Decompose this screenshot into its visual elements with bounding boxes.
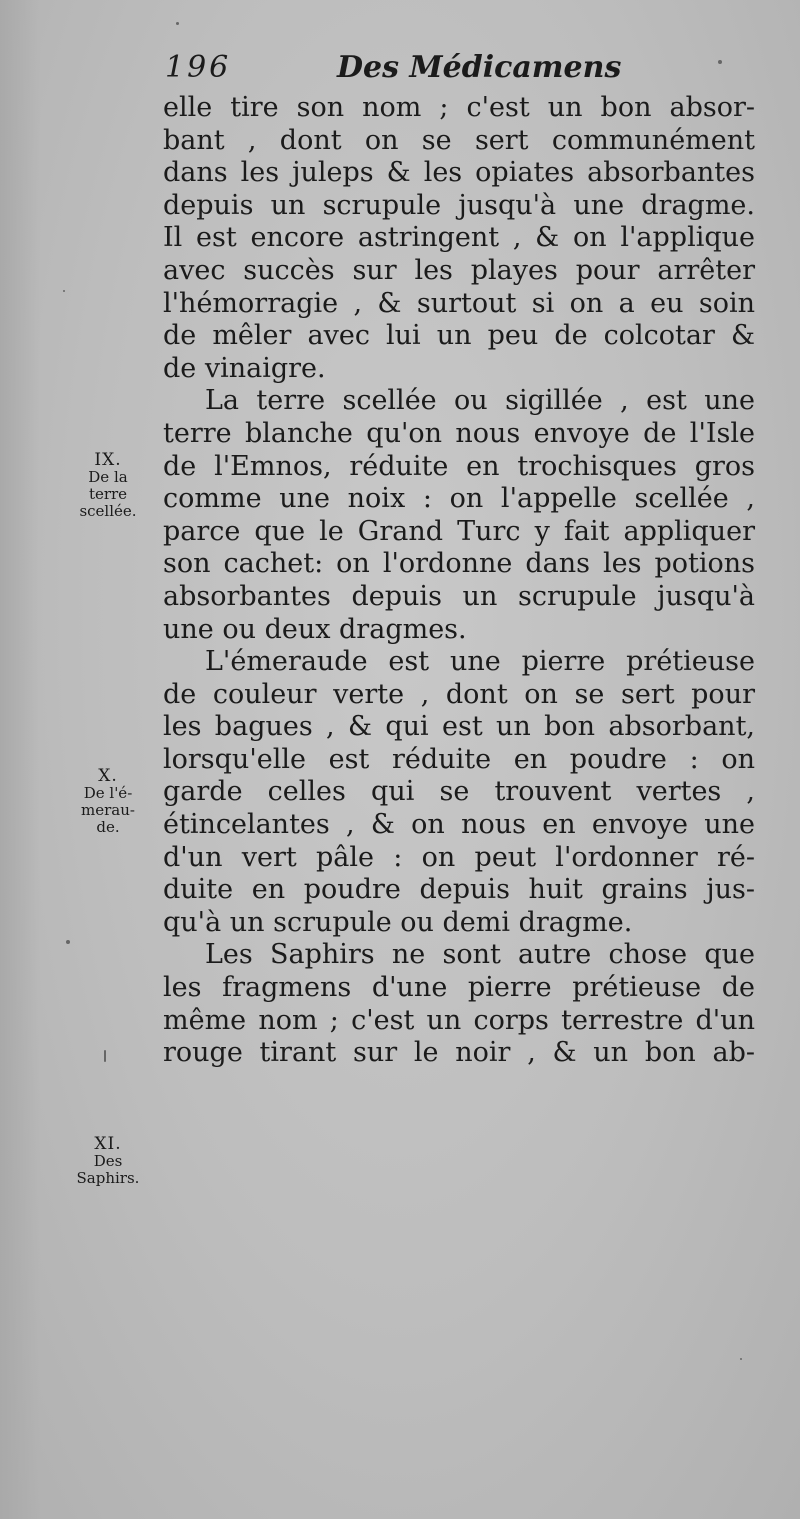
paper-speck: [63, 290, 65, 292]
text-line: bant , dont on se sert communément: [163, 124, 755, 156]
text-line: dans les juleps & les opiates absorbantes: [163, 157, 755, 189]
text-line: de couleur verte , dont on se sert pour: [163, 678, 755, 710]
paper-speck: [104, 1050, 106, 1062]
margin-note-line: Des: [93, 1152, 123, 1170]
text-line: comme une noix : on l'appelle scellée ,: [163, 483, 755, 515]
margin-note-number: X.: [98, 766, 118, 786]
margin-note-line: terre: [88, 485, 128, 503]
text-line: avec succès sur les playes pour arrêter: [163, 254, 755, 286]
page-header: [165, 44, 765, 94]
text-line: qu'à un scrupule ou demi dragme.: [163, 906, 633, 938]
text-line: terre blanche qu'on nous envoye de l'Isle: [163, 417, 755, 449]
margin-note-line: De la: [88, 468, 128, 486]
text-line: une ou deux dragmes.: [163, 613, 467, 645]
text-line: garde celles qui se trouvent vertes ,: [163, 776, 755, 808]
text-line: son cachet: on l'ordonne dans les potions: [163, 548, 755, 580]
text-line: lorsqu'elle est réduite en poudre : on: [163, 743, 755, 775]
paper-speck: [176, 22, 179, 25]
margin-note-line: De l'é-: [83, 784, 133, 802]
text-line: duite en poudre depuis huit grains jus-: [163, 874, 755, 906]
text-line: d'un vert pâle : on peut l'ordonner ré-: [163, 841, 755, 873]
margin-note-number: XI.: [94, 1134, 122, 1154]
margin-note-saphirs: [58, 1136, 158, 1187]
text-line: étincelantes , & on nous en envoye une: [163, 809, 755, 841]
paper-speck: [66, 940, 70, 944]
body-text: [163, 92, 755, 1070]
page-number: 196: [165, 50, 232, 85]
text-line: elle tire son nom ; c'est un bon absor-: [163, 92, 755, 123]
text-line: de l'Emnos, réduite en trochisques gros: [163, 450, 755, 482]
text-line: absorbantes depuis un scrupule jusqu'à: [163, 580, 755, 612]
section-first-line: L'émeraude est une pierre prétieuse: [205, 646, 755, 678]
text-line: les fragmens d'une pierre prétieuse de: [163, 972, 755, 1004]
margin-note-line: scellée.: [79, 502, 137, 520]
margin-note-terre-scellee: [58, 452, 158, 520]
text-line: de mêler avec lui un peu de colcotar &: [163, 320, 755, 352]
text-line: même nom ; c'est un corps terrestre d'un: [163, 1004, 755, 1036]
section-first-line: Les Saphirs ne sont autre chose que: [205, 939, 755, 971]
paper-speck: [740, 1358, 742, 1360]
text-line: l'hémorragie , & surtout si on a eu soin: [163, 287, 755, 319]
margin-note-line: de.: [96, 818, 120, 836]
text-line: Il est encore astringent , & on l'applique: [163, 222, 755, 254]
paper-speck: [718, 60, 722, 64]
running-title: Des Médicamens: [337, 50, 622, 85]
margin-note-line: merau-: [81, 801, 135, 819]
margin-note-emeraude: [58, 768, 158, 836]
text-line: depuis un scrupule jusqu'à une dragme.: [163, 189, 755, 221]
text-line: parce que le Grand Turc y fait appliquer: [163, 515, 755, 547]
section-first-line: La terre scellée ou sigillée , est une: [205, 385, 755, 417]
margin-note-number: IX.: [94, 450, 122, 470]
text-line: les bagues , & qui est un bon absorbant,: [163, 711, 755, 743]
margin-note-line: Saphirs.: [76, 1169, 140, 1187]
page-binding-shadow: [0, 0, 40, 1519]
text-line: de vinaigre.: [163, 352, 326, 384]
text-line: rouge tirant sur le noir , & un bon ab-: [163, 1037, 755, 1069]
